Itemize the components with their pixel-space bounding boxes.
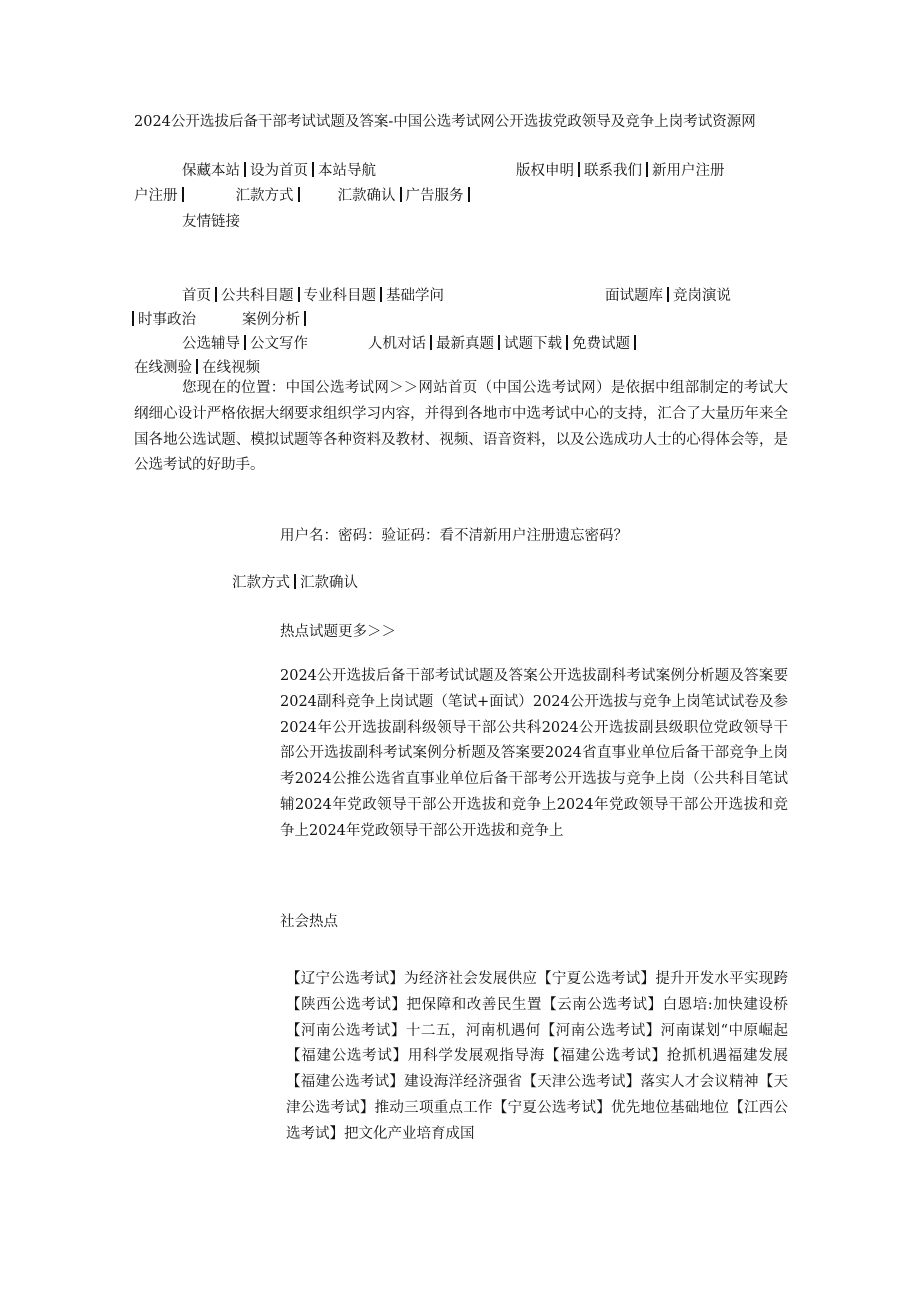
- register-link[interactable]: 新用户注册: [652, 163, 725, 179]
- nav-speech[interactable]: 竞岗演说: [673, 288, 731, 304]
- nav-case-analysis[interactable]: 案例分析: [242, 312, 300, 328]
- nav-separator: [244, 335, 246, 350]
- nav-tutoring[interactable]: 公选辅导: [182, 336, 240, 352]
- main-nav-row-2: [132, 308, 310, 332]
- nav-separator: [634, 335, 636, 350]
- site-nav-link[interactable]: 本站导航: [318, 163, 376, 179]
- nav-home[interactable]: 首页: [182, 288, 211, 304]
- payment-confirm-link-2[interactable]: 汇款确认: [300, 575, 358, 591]
- nav-separator: [298, 187, 300, 202]
- social-hot-heading: 社会热点: [280, 914, 338, 930]
- payment-confirm-link[interactable]: 汇款确认: [337, 188, 396, 204]
- nav-separator: [294, 574, 296, 589]
- nav-separator: [566, 335, 568, 350]
- contact-link[interactable]: 联系我们: [584, 163, 642, 179]
- friend-links-link[interactable]: 友情链接: [182, 214, 240, 230]
- social-hot-list[interactable]: 【辽宁公选考试】为经济社会发展供应【宁夏公选考试】提升开发水平实现跨【陕西公选考试】把保障和改善民生置【云南公选考试】白恩培:加快建设桥【河南公选考试】十二五，河南机遇何【河南公选考试】河南谋划“中原崛起【福建公选考试】用科学发展观指导海【福建公选考试】抢抓机遇福建发展【福建公选考试】建设海洋经济强省【天津公选考试】落实人才会议精神【天津公选考试】推动三项重点工作【宁夏公选考试】优先地位基础地位【江西公选考试】把文化产业培育成国: [286, 971, 788, 1142]
- nav-professional-subjects[interactable]: 专业科目题: [303, 288, 376, 304]
- nav-separator: [646, 162, 648, 177]
- hot-exams-list[interactable]: 2024公开选拔后备干部考试试题及答案公开选拔副科考试案例分析题及答案要2024副科竞争上岗试题（笔试+面试）2024公开选拔与竞争上岗笔试试卷及参2024年公开选拔副科级领导干部公共科2024公开选拔副县级职位党政领导干部公开选拔副科考试案例分析题及答案要2024省直事业单位后备干部竞争上岗考2024公推公选省直事业单位后备干部考公开选拔与竞争上岗（公共科目笔试辅2024年党政领导干部公开选拔和竞争上2024年党政领导干部公开选拔和竞争上2024年党政领导干部公开选拔和竞争上: [280, 668, 788, 839]
- top-nav-row-1: [134, 159, 376, 183]
- nav-public-subjects[interactable]: 公共科目题: [221, 288, 294, 304]
- location-intro: 您现在的位置：中国公选考试网＞＞网站首页（中国公选考试网）是依据中组部制定的考试大纲细心设计严格依据大纲要求组织学习内容，并得到各地市中选考试中心的支持，汇合了大量历年来全国各地公选试题、模拟试题等各种资料及教材、视频、语音资料，以及公选成功人士的心得体会等，是公选考试的好助手。: [134, 380, 788, 474]
- hot-exams-heading[interactable]: 热点试题更多＞＞: [280, 624, 396, 640]
- nav-current-affairs[interactable]: 时事政治: [138, 312, 196, 328]
- nav-basic-knowledge[interactable]: 基础学问: [386, 288, 444, 304]
- nav-interview-bank[interactable]: 面试题库: [605, 288, 663, 304]
- nav-separator: [468, 187, 470, 202]
- payment-method-link[interactable]: 汇款方式: [235, 188, 294, 204]
- register-link-cont[interactable]: 户注册: [134, 188, 178, 204]
- nav-separator: [312, 162, 314, 177]
- login-bar: 用户名：密码：验证码：看不清新用户注册遗忘密码？: [280, 528, 628, 544]
- nav-separator: [667, 287, 669, 302]
- nav-separator: [244, 162, 246, 177]
- nav-separator: [298, 287, 300, 302]
- nav-separator: [498, 335, 500, 350]
- nav-separator: [196, 359, 198, 374]
- payment-method-link-2[interactable]: 汇款方式: [232, 575, 290, 591]
- nav-separator: [182, 187, 184, 202]
- nav-hci-dialogue[interactable]: 人机对话: [368, 336, 426, 352]
- top-nav-row-1-right: [516, 159, 725, 183]
- ad-service-link[interactable]: 广告服务: [405, 188, 464, 204]
- nav-latest-exams[interactable]: 最新真题: [436, 336, 494, 352]
- nav-separator: [132, 311, 134, 326]
- main-nav-row-1: [134, 284, 444, 308]
- nav-official-writing[interactable]: 公文写作: [250, 336, 308, 352]
- nav-separator: [304, 311, 306, 326]
- nav-separator: [400, 187, 402, 202]
- nav-separator: [380, 287, 382, 302]
- main-nav-row-1-right: [605, 284, 731, 308]
- nav-separator: [430, 335, 432, 350]
- set-homepage-link[interactable]: 设为首页: [250, 163, 308, 179]
- nav-free-exams[interactable]: 免费试题: [572, 336, 630, 352]
- nav-separator: [578, 162, 580, 177]
- nav-download[interactable]: 试题下载: [504, 336, 562, 352]
- main-nav-row-3: [134, 332, 640, 356]
- nav-online-video[interactable]: 在线视频: [202, 360, 260, 376]
- copyright-link[interactable]: 版权申明: [516, 163, 574, 179]
- top-nav-row-2: [134, 184, 474, 208]
- bookmark-link[interactable]: 保藏本站: [182, 163, 240, 179]
- nav-separator: [215, 287, 217, 302]
- page-title: 2024公开选拔后备干部考试试题及答案-中国公选考试网公开选拔党政领导及竞争上岗考试资源网: [134, 114, 756, 130]
- nav-online-test[interactable]: 在线测验: [134, 360, 192, 376]
- payment-links: [232, 571, 358, 595]
- top-nav-row-3: [134, 210, 240, 234]
